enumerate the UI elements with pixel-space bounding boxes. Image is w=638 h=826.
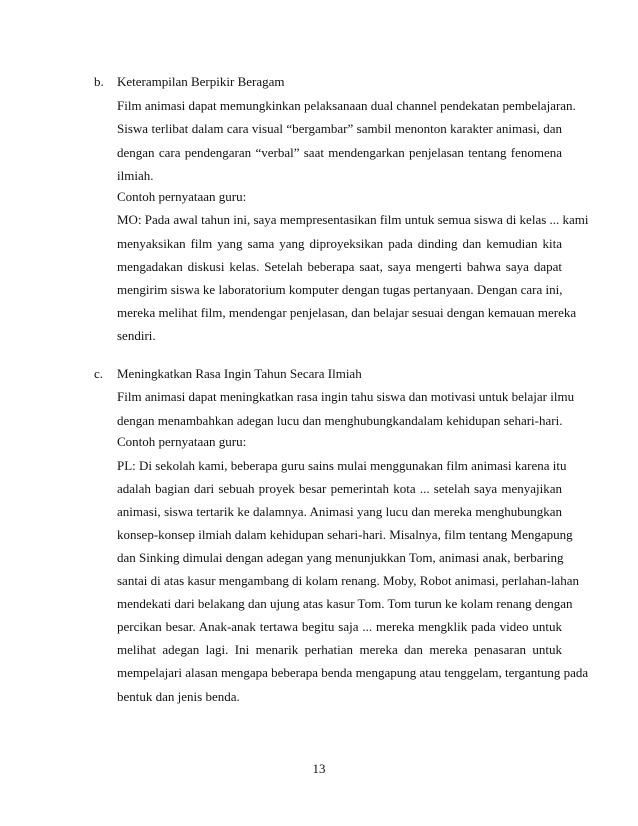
paragraph-line: bentuk dan jenis benda. [117,689,240,704]
paragraph-line: menyaksikan film yang sama yang diproyeksikan pada dinding dan kemudian kita [117,236,562,251]
list-marker: c. [94,366,104,381]
paragraph-line: mendekati dari belakang dan ujung atas kasur Tom. Tom turun ke kolam renang dengan [117,596,573,611]
paragraph-line: adalah bagian dari sebuah proyek besar pemerintah kota ... setelah saya menyajikan [117,481,562,496]
paragraph-line: Film animasi dapat meningkatkan rasa ingin tahu siswa dan motivasi untuk belajar ilmu [117,389,575,404]
paragraph-line: dan Sinking dimulai dengan adegan yang menunjukkan Tom, animasi anak, berbaring [117,550,564,565]
paragraph-line: konsep-konsep ilmiah dalam kehidupan sehari-hari. Misalnya, film tentang Mengapung [117,527,573,542]
paragraph-line: MO: Pada awal tahun ini, saya mempresentasikan film untuk semua siswa di kelas ... kami [117,212,589,227]
list-marker: b. [94,74,104,89]
paragraph-line: animasi, siswa tertarik ke dalamnya. Animasi yang lucu dan mereka menghubungkan [117,504,562,519]
paragraph-line: Film animasi dapat memungkinkan pelaksanaan dual channel pendekatan pembelajaran. [117,98,576,113]
page-number: 13 [312,761,326,776]
section-heading: Keterampilan Berpikir Beragam [117,74,285,89]
example-label: Contoh pernyataan guru: [117,189,247,204]
paragraph-line: sendiri. [117,328,156,343]
paragraph-line: mempelajari alasan mengapa beberapa benda mengapung atau tenggelam, tergantung pada [117,665,589,680]
paragraph-line: Siswa terlibat dalam cara visual “bergambar” sambil menonton karakter animasi, dan [117,121,562,136]
paragraph-line: PL: Di sekolah kami, beberapa guru sains mulai menggunakan film animasi karena itu [117,458,567,473]
example-label: Contoh pernyataan guru: [117,434,247,449]
paragraph-line: melihat adegan lagi. Ini menarik perhatian mereka dan mereka penasaran untuk [117,642,562,657]
paragraph-line: percikan besar. Anak-anak tertawa begitu saja ... mereka mengklik pada video untuk [117,619,562,634]
paragraph-line: mengadakan diskusi kelas. Setelah beberapa saat, saya mengerti bahwa saya dapat [117,259,562,274]
paragraph-line: mereka melihat film, mendengar penjelasan, dan belajar sesuai dengan kemauan mereka [117,305,577,320]
paragraph-line: ilmiah. [117,168,154,183]
paragraph-line: santai di atas kasur mengambang di kolam renang. Moby, Robot animasi, perlahan-lahan [117,573,579,588]
paragraph-line: dengan menambahkan adegan lucu dan menghubungkandalam kehidupan sehari-hari. [117,413,563,428]
paragraph-line: mengirim siswa ke laboratorium komputer dengan tugas pertanyaan. Dengan cara ini, [117,282,563,297]
paragraph-line: dengan cara pendengaran “verbal” saat mendengarkan penjelasan tentang fenomena [117,145,562,160]
section-heading: Meningkatkan Rasa Ingin Tahun Secara Ilmiah [117,366,362,381]
